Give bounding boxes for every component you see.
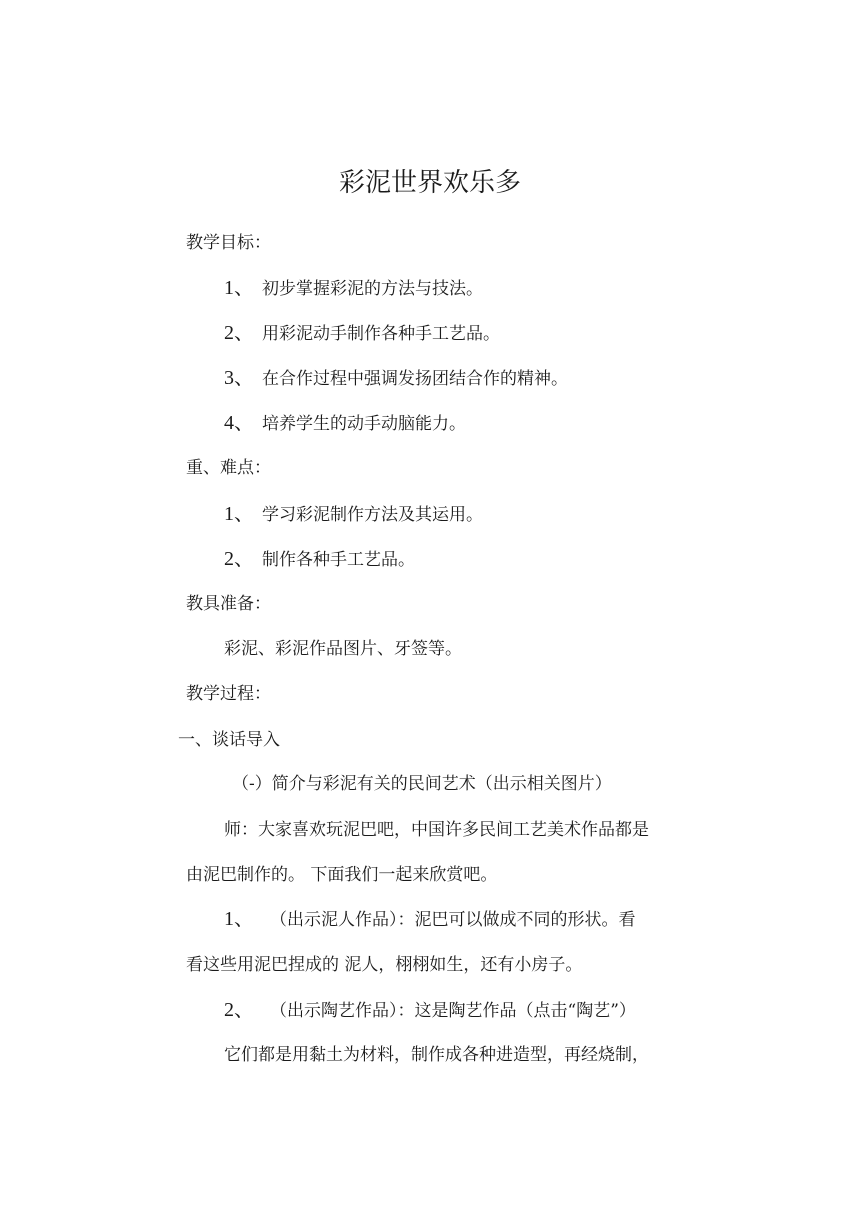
materials-heading: 教具准备： [186, 594, 271, 614]
document-title: 彩泥世界欢乐多 [338, 168, 521, 198]
objective-item-2 [224, 322, 500, 345]
keypoint-item-2 [224, 548, 415, 571]
objective-item-3 [224, 367, 568, 390]
objective-number: 2、 [224, 322, 254, 344]
process-item-1-line-1 [224, 908, 636, 931]
paragraph-1-line-2: 由泥巴制作的。 下面我们一起来欣赏吧。 [186, 865, 498, 885]
materials-text: 彩泥、彩泥作品图片、牙签等。 [224, 639, 462, 659]
keypoint-item-1 [224, 503, 483, 526]
objectives-heading: 教学目标： [186, 233, 271, 253]
process-heading: 教学过程： [186, 684, 271, 704]
objective-text: 用彩泥动手制作各种手工艺品。 [262, 324, 500, 344]
keypoint-number: 1、 [224, 503, 254, 525]
subsection-1-heading: （-）简介与彩泥有关的民间艺术（出示相关图片） [232, 774, 612, 794]
process-item-1-line-2: 看这些用泥巴捏成的 泥人，栩栩如生，还有小房子。 [186, 955, 583, 975]
process-item-number: 1、 [224, 908, 254, 930]
process-item-text: （出示泥人作品）：泥巴可以做成不同的形状。看 [270, 910, 636, 930]
objective-number: 3、 [224, 367, 254, 389]
process-item-2-line-2: 它们都是用黏土为材料，制作成各种进造型，再经烧制， [224, 1045, 649, 1065]
keypoint-text: 学习彩泥制作方法及其运用。 [262, 505, 483, 525]
keypoint-number: 2、 [224, 548, 254, 570]
keypoints-heading: 重、难点： [186, 458, 271, 478]
paragraph-1-line-1: 师：大家喜欢玩泥巴吧，中国许多民间工艺美术作品都是 [224, 820, 649, 840]
process-item-2-line-1 [224, 999, 636, 1022]
objective-number: 4、 [224, 412, 254, 434]
process-item-text: （出示陶艺作品）：这是陶艺作品（点击“陶艺”） [270, 1001, 636, 1021]
objective-item-1 [224, 277, 483, 300]
objective-text: 初步掌握彩泥的方法与技法。 [262, 279, 483, 299]
objective-item-4 [224, 412, 466, 435]
keypoint-text: 制作各种手工艺品。 [262, 550, 415, 570]
objective-text: 在合作过程中强调发扬团结合作的精神。 [262, 369, 568, 389]
objective-number: 1、 [224, 277, 254, 299]
objective-text: 培养学生的动手动脑能力。 [262, 414, 466, 434]
section-1-heading: 一、谈话导入 [178, 730, 280, 750]
process-item-number: 2、 [224, 999, 254, 1021]
